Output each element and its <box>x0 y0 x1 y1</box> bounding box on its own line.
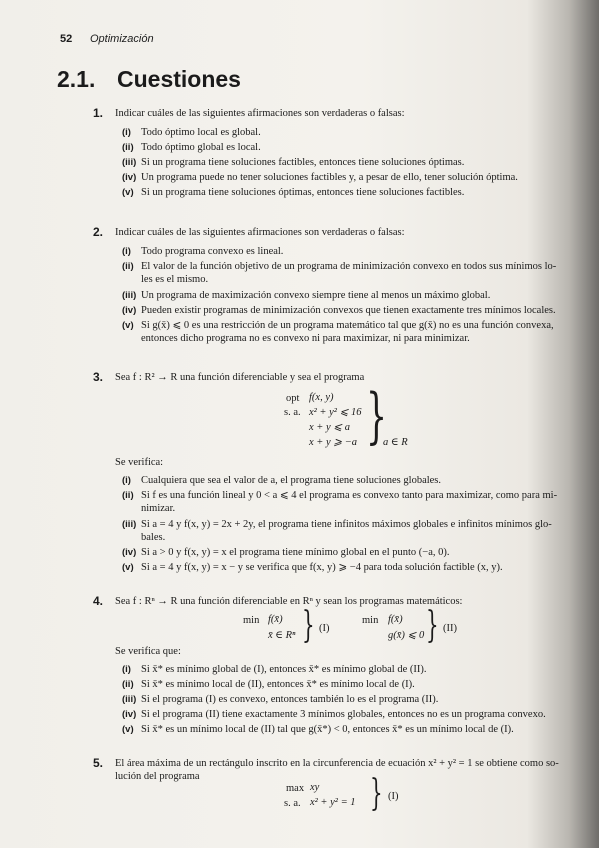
q3-item-label: (iii) <box>122 519 137 530</box>
q2-item-label: (i) <box>122 246 131 257</box>
q1-item-label: (ii) <box>122 142 134 153</box>
q2-item-label: (iv) <box>122 305 137 316</box>
program-sa: s. a. <box>284 798 301 809</box>
program-tag: (I) <box>388 791 399 802</box>
q2-item-text: Pueden existir programas de minimización convexos que tienen exactamente tres mínimos locales. <box>141 305 556 316</box>
section-heading <box>57 66 241 93</box>
q3-item-label: (v) <box>122 562 134 573</box>
right-brace: } <box>426 605 439 646</box>
question-5-intro-continuation: lución del programa <box>115 771 200 782</box>
program-1-min: min <box>243 615 260 626</box>
program-2-objective: f(x̄) <box>388 614 403 625</box>
q1-item-label: (v) <box>122 187 134 198</box>
section-number: 2.1. <box>57 66 96 92</box>
q4-item-text: Si el programa (I) es convexo, entonces también lo es el programa (II). <box>141 694 439 705</box>
program-1-objective: f(x̄) <box>268 614 283 625</box>
question-3-intro: Sea f : R² → R una función diferenciable y sea el programa <box>115 372 365 383</box>
program-1-tag: (I) <box>319 623 330 634</box>
right-brace: } <box>302 605 315 646</box>
question-1-number: 1. <box>93 106 104 120</box>
program-constraint: x + y ⩽ a <box>309 422 350 433</box>
q1-item-text: Todo óptimo global es local. <box>141 142 261 153</box>
program-constraint: x² + y² ⩽ 16 <box>309 407 362 418</box>
program-parameter: a ∈ R <box>383 437 408 448</box>
right-brace: } <box>366 381 388 451</box>
question-1-intro: Indicar cuáles de las siguientes afirmaciones son verdaderas o falsas: <box>115 108 405 119</box>
q3-item-label: (i) <box>122 475 131 486</box>
q3-item-text: Cualquiera que sea el valor de a, el programa tiene soluciones globales. <box>141 475 442 486</box>
q4-item-label: (iv) <box>122 709 137 720</box>
q2-item-label: (v) <box>122 320 134 331</box>
program-objective: xy <box>310 782 320 793</box>
q1-item-label: (iv) <box>122 172 137 183</box>
q3-item-text: Si a > 0 y f(x, y) = x el programa tiene mínimo global en el punto (−a, 0). <box>141 547 450 558</box>
question-5-intro: El área máxima de un rectángulo inscrito en la circunferencia de ecuación x² + y² = 1 se obtiene como so- <box>115 758 559 769</box>
question-2-intro: Indicar cuáles de las siguientes afirmaciones son verdaderas o falsas: <box>115 227 405 238</box>
q3-item-text: Si a = 4 y f(x, y) = x − y se verifica que f(x, y) ⩾ −4 para toda solución factible (x, y). <box>141 562 503 573</box>
page-number: 52 <box>60 33 73 45</box>
program-opt: opt <box>286 393 300 404</box>
q1-item-label: (i) <box>122 127 131 138</box>
q1-item-label: (iii) <box>122 157 137 168</box>
q2-item-label: (ii) <box>122 261 134 272</box>
q2-item-text-continuation: entonces dicho programa no es convexo ni para maximizar, ni para minimizar. <box>141 333 470 344</box>
q2-item-text: Un programa de maximización convexo siempre tiene al menos un máximo global. <box>141 290 491 301</box>
question-4-number: 4. <box>93 594 104 608</box>
program-max: max <box>286 783 305 794</box>
q4-item-text: Si x̄* es mínimo global de (I), entonces x̄* es mínimo global de (II). <box>141 664 427 675</box>
program-2-min: min <box>362 615 379 626</box>
question-5-number: 5. <box>93 756 104 770</box>
q2-item-label: (iii) <box>122 290 137 301</box>
section-title: Cuestiones <box>117 66 241 92</box>
q1-item-text: Un programa puede no tener soluciones factibles y, a pesar de ello, tener solución óptima. <box>141 172 518 183</box>
q2-item-text: Todo programa convexo es lineal. <box>141 246 284 257</box>
right-brace: } <box>370 773 383 814</box>
question-3-number: 3. <box>93 370 104 384</box>
program-2-tag: (II) <box>443 623 457 634</box>
q4-item-label: (ii) <box>122 679 134 690</box>
q2-item-text: Si g(x̄) ⩽ 0 es una restricción de un programa matemático tal que g(x̄) no es una función convexa, <box>141 320 554 331</box>
program-2-constraint: g(x̄) ⩽ 0 <box>388 630 425 641</box>
question-4-intro: Sea f : Rⁿ → R una función diferenciable en Rⁿ y sean los programas matemáticos: <box>115 596 463 607</box>
q3-item-text: Si a = 4 y f(x, y) = 2x + 2y, el programa tiene infinitos máximos globales e infinitos mínimos glo- <box>141 519 552 530</box>
q3-item-text: Si f es una función lineal y 0 < a ⩽ 4 el programa es convexo tanto para maximizar, como para mi- <box>141 490 558 501</box>
q4-item-label: (v) <box>122 724 134 735</box>
q1-item-text: Si un programa tiene soluciones óptimas, entonces tiene soluciones factibles. <box>141 187 465 198</box>
q1-item-text: Si un programa tiene soluciones factibles, entonces tiene soluciones óptimas. <box>141 157 465 168</box>
program-sa: s. a. <box>284 407 301 418</box>
q3-item-label: (ii) <box>122 490 134 501</box>
program-objective: f(x, y) <box>309 392 334 403</box>
q4-item-label: (i) <box>122 664 131 675</box>
question-2-number: 2. <box>93 225 104 239</box>
q3-item-text-continuation: bales. <box>141 532 166 543</box>
program-constraint: x² + y² = 1 <box>310 797 356 808</box>
program-constraint: x + y ⩾ −a <box>309 437 358 448</box>
q4-item-text: Si x̄* es mínimo local de (II), entonces x̄* es mínimo local de (I). <box>141 679 415 690</box>
q3-item-label: (iv) <box>122 547 137 558</box>
running-header: Optimización <box>90 33 154 45</box>
q4-item-text: Si el programa (II) tiene exactamente 3 mínimos globales, entonces no es un programa convexo. <box>141 709 546 720</box>
q1-item-text: Todo óptimo local es global. <box>141 127 261 138</box>
program-1-constraint: x̄ ∈ Rⁿ <box>268 630 296 641</box>
q2-item-text-continuation: les es el mismo. <box>141 274 209 285</box>
verify-label: Se verifica que: <box>115 646 181 657</box>
q3-item-text-continuation: nimizar. <box>141 503 176 514</box>
q4-item-text: Si x̄* es un mínimo local de (II) tal que g(x̄*) < 0, entonces x̄* es un mínimo local de (I). <box>141 724 514 735</box>
q2-item-text: El valor de la función objetivo de un programa de minimización convexo en todos sus mínimos lo- <box>141 261 557 272</box>
verify-label: Se verifica: <box>115 457 164 468</box>
q4-item-label: (iii) <box>122 694 137 705</box>
